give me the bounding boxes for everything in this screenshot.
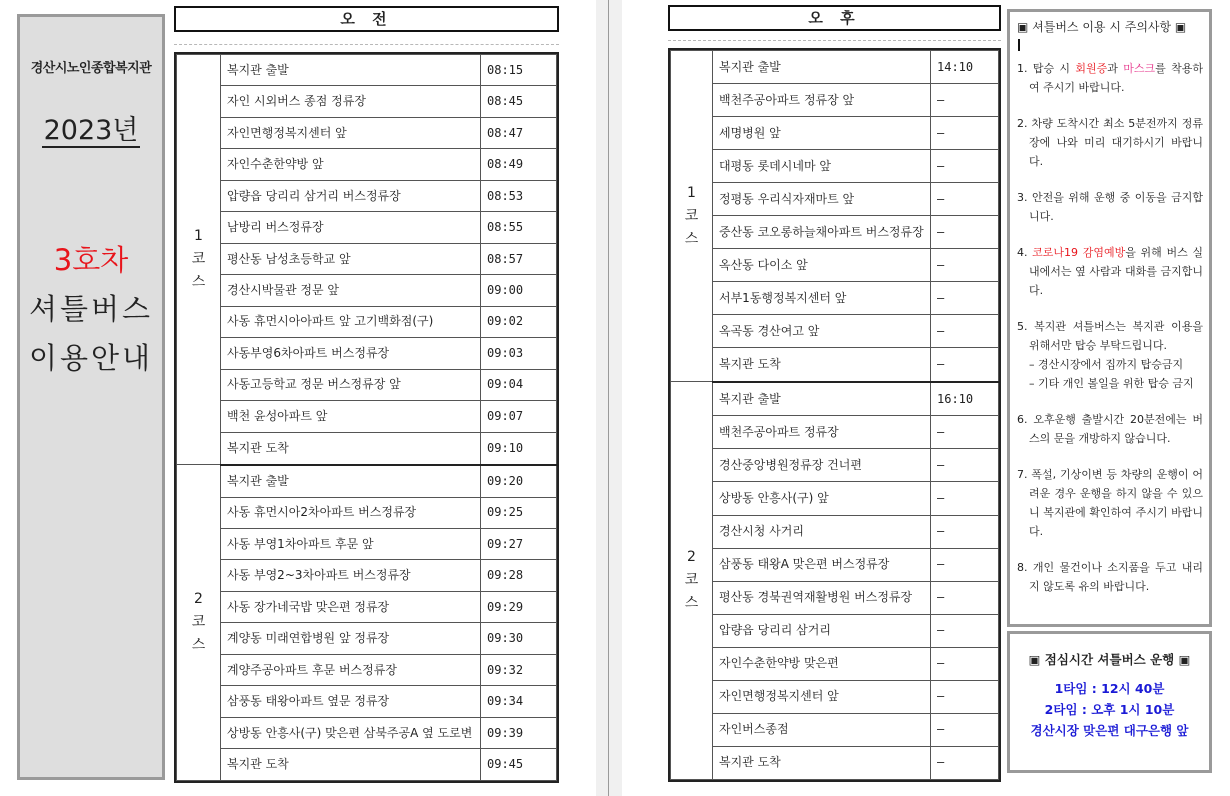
stop-name: 백천주공아파트 정류장 앞 xyxy=(713,84,931,117)
table-row xyxy=(671,482,999,515)
stop-time: – xyxy=(931,482,999,515)
stop-name: 복지관 출발 xyxy=(713,51,931,84)
stop-name: 서부1동행정복지센터 앞 xyxy=(713,282,931,315)
stop-time: – xyxy=(931,581,999,614)
stop-name: 자인수춘한약방 맞은편 xyxy=(713,647,931,680)
stop-name: 삼풍동 태왕A 맞은편 버스정류장 xyxy=(713,548,931,581)
table-row xyxy=(671,680,999,713)
morning-divider xyxy=(174,44,559,45)
text-cursor xyxy=(1018,39,1020,51)
stop-time: – xyxy=(931,713,999,746)
stop-name: 백천 윤성아파트 앞 xyxy=(221,401,481,432)
stop-name: 사동부영6차아파트 버스정류장 xyxy=(221,338,481,369)
stop-name: 사동 휴먼시아2차아파트 버스정류장 xyxy=(221,497,481,528)
notice-item-2: 2. 차량 도착시간 최소 5분전까지 정류장에 나와 미리 대기하시기 바랍니다. xyxy=(1017,117,1203,168)
afternoon-timetable xyxy=(668,48,1001,782)
stop-name: 자인면행정복지센터 앞 xyxy=(221,117,481,148)
table-row xyxy=(671,216,999,249)
table-row xyxy=(671,713,999,746)
table-row xyxy=(177,243,557,274)
course-label: 2 코 스 xyxy=(671,382,713,780)
notice-item-7: 7. 폭설, 기상이변 등 차량의 운행이 어려운 경우 운행을 하지 않을 수 있으니 복지관에 확인하여 주시기 바랍니다. xyxy=(1017,468,1203,538)
notice-panel xyxy=(1007,9,1212,627)
stop-time: 08:55 xyxy=(481,212,557,243)
lunch-title: ▣ 점심시간 셔틀버스 운행 ▣ xyxy=(1028,652,1191,667)
stop-name: 사동 부영1차아파트 후문 앞 xyxy=(221,529,481,560)
stop-time: – xyxy=(931,680,999,713)
table-row xyxy=(671,548,999,581)
stop-time: 08:15 xyxy=(481,55,557,86)
stop-time: – xyxy=(931,449,999,482)
table-row xyxy=(671,515,999,548)
table-row xyxy=(671,282,999,315)
table-row xyxy=(177,369,557,400)
stop-name: 복지관 도착 xyxy=(713,746,931,779)
stop-name: 복지관 도착 xyxy=(221,432,481,464)
notice-item-5: 5. 복지관 셔틀버스는 복지관 이용을 위해서만 탑승 부탁드립니다. – 경산시장에서 집까지 탑승금지 – 기타 개인 볼일을 위한 탑승 금지 xyxy=(1017,317,1203,393)
bus-number: 3호차 xyxy=(53,243,129,277)
stop-name: 중산동 코오롱하늘채아파트 버스정류장 xyxy=(713,216,931,249)
table-row xyxy=(671,348,999,382)
stop-name: 복지관 도착 xyxy=(221,749,481,781)
stop-name: 대평동 롯데시네마 앞 xyxy=(713,150,931,183)
stop-name: 자인 시외버스 종점 정류장 xyxy=(221,86,481,117)
table-row xyxy=(177,306,557,337)
stop-name: 정평동 우리식자재마트 앞 xyxy=(713,183,931,216)
stop-name: 사동 휴먼시아아파트 앞 고기백화점(구) xyxy=(221,306,481,337)
stop-name: 백천주공아파트 정류장 xyxy=(713,416,931,449)
lunch-place: 경산시장 맞은편 대구은행 앞 xyxy=(1030,723,1189,738)
stop-time: 09:25 xyxy=(481,497,557,528)
table-row xyxy=(671,614,999,647)
notice-item-6: 6. 오후운행 출발시간 20분전에는 버스의 문을 개방하지 않습니다. xyxy=(1017,413,1203,445)
table-row xyxy=(177,180,557,211)
course-label: 1 코 스 xyxy=(177,55,221,465)
table-row xyxy=(671,449,999,482)
stop-name: 사동고등학교 정문 버스정류장 앞 xyxy=(221,369,481,400)
stop-name: 자인버스종점 xyxy=(713,713,931,746)
stop-time: 09:34 xyxy=(481,686,557,717)
stop-time: 08:45 xyxy=(481,86,557,117)
table-row xyxy=(671,84,999,117)
table-row xyxy=(177,275,557,306)
notice-item-8: 8. 개인 물건이나 소지품을 두고 내리지 않도록 유의 바랍니다. xyxy=(1017,561,1203,593)
notice-title: ▣ 셔틀버스 이용 시 주의사항 ▣ xyxy=(1017,20,1187,34)
stop-name: 복지관 출발 xyxy=(713,382,931,416)
title-line-1: 셔틀버스 xyxy=(28,292,154,326)
stop-time: – xyxy=(931,249,999,282)
table-row xyxy=(177,55,557,86)
stop-time: – xyxy=(931,746,999,779)
table-row xyxy=(177,717,557,748)
stop-time: 16:10 xyxy=(931,382,999,416)
stop-time: 09:20 xyxy=(481,465,557,497)
notice-list xyxy=(1017,59,1203,596)
table-row xyxy=(177,529,557,560)
notice-item-1: 1. 탑승 시 회원증과 마스크를 착용하여 주시기 바랍니다. xyxy=(1017,62,1203,94)
page-divider xyxy=(608,0,609,796)
stop-time: 09:32 xyxy=(481,654,557,685)
stop-time: – xyxy=(931,348,999,382)
table-row xyxy=(177,749,557,781)
table-row xyxy=(177,117,557,148)
stop-time: 09:03 xyxy=(481,338,557,369)
stop-name: 경산시박물관 정문 앞 xyxy=(221,275,481,306)
stop-name: 삼풍동 태왕아파트 옆문 정류장 xyxy=(221,686,481,717)
stop-name: 사동 부영2~3차아파트 버스정류장 xyxy=(221,560,481,591)
stop-name: 옥산동 다이소 앞 xyxy=(713,249,931,282)
table-row xyxy=(177,623,557,654)
stop-name: 계양동 미래연합병원 앞 정류장 xyxy=(221,623,481,654)
stop-name: 경산중앙병원정류장 건너편 xyxy=(713,449,931,482)
table-row xyxy=(671,746,999,779)
stop-time: 08:53 xyxy=(481,180,557,211)
stop-name: 평산동 남성초등학교 앞 xyxy=(221,243,481,274)
stop-time: 09:02 xyxy=(481,306,557,337)
notice-item-4: 4. 코로나19 감염예방을 위해 버스 실내에서는 옆 사람과 대화를 금지합니다. xyxy=(1017,246,1203,297)
table-row xyxy=(671,416,999,449)
afternoon-divider xyxy=(668,40,1001,41)
year-label: 2023년 xyxy=(43,115,139,146)
table-row xyxy=(177,149,557,180)
table-row xyxy=(177,212,557,243)
stop-name: 복지관 출발 xyxy=(221,465,481,497)
title-line-2: 이용안내 xyxy=(28,341,154,375)
stop-time: – xyxy=(931,216,999,249)
notice-item-5a: – 경산시장에서 집까지 탑승금지 xyxy=(1029,358,1184,371)
stop-name: 옥곡동 경산여고 앞 xyxy=(713,315,931,348)
stop-time: – xyxy=(931,84,999,117)
stop-name: 경산시청 사거리 xyxy=(713,515,931,548)
stop-time: – xyxy=(931,548,999,581)
stop-name: 자인수춘한약방 앞 xyxy=(221,149,481,180)
stop-time: – xyxy=(931,315,999,348)
stop-time: 09:45 xyxy=(481,749,557,781)
stop-time: – xyxy=(931,515,999,548)
stop-time: 08:47 xyxy=(481,117,557,148)
stop-name: 상방동 안흥사(구) 앞 xyxy=(713,482,931,515)
page-gutter xyxy=(596,0,622,796)
stop-name: 계양주공아파트 후문 버스정류장 xyxy=(221,654,481,685)
table-row xyxy=(671,150,999,183)
title-panel xyxy=(17,14,165,780)
stop-name: 압량읍 당리리 삼거리 버스정류장 xyxy=(221,180,481,211)
stop-time: – xyxy=(931,647,999,680)
stop-time: – xyxy=(931,150,999,183)
table-row xyxy=(177,560,557,591)
stop-time: – xyxy=(931,117,999,150)
table-row xyxy=(177,338,557,369)
stop-time: 09:28 xyxy=(481,560,557,591)
stop-time: – xyxy=(931,614,999,647)
stop-time: 08:49 xyxy=(481,149,557,180)
table-row xyxy=(671,117,999,150)
lunch-time-1: 1타임 : 12시 40분 xyxy=(1054,681,1165,696)
table-row xyxy=(177,86,557,117)
table-row xyxy=(177,432,557,464)
table-row xyxy=(671,249,999,282)
table-row xyxy=(671,581,999,614)
stop-name: 복지관 도착 xyxy=(713,348,931,382)
table-row xyxy=(671,647,999,680)
lunch-shuttle-panel xyxy=(1007,631,1212,773)
stop-name: 세명병원 앞 xyxy=(713,117,931,150)
table-row xyxy=(177,401,557,432)
stop-time: – xyxy=(931,282,999,315)
morning-header: 오 전 xyxy=(174,6,559,32)
stop-time: 09:00 xyxy=(481,275,557,306)
stop-name: 압량읍 당리리 삼거리 xyxy=(713,614,931,647)
table-row xyxy=(671,315,999,348)
stop-time: 09:07 xyxy=(481,401,557,432)
stop-time: 09:10 xyxy=(481,432,557,464)
stop-time: – xyxy=(931,183,999,216)
stop-name: 사동 장가네국밥 맞은편 정류장 xyxy=(221,591,481,622)
stop-name: 복지관 출발 xyxy=(221,55,481,86)
stop-time: 08:57 xyxy=(481,243,557,274)
lunch-time-2: 2타임 : 오후 1시 10분 xyxy=(1044,702,1175,717)
stop-time: 09:30 xyxy=(481,623,557,654)
morning-timetable xyxy=(174,52,559,783)
organization-name: 경산시노인종합복지관 xyxy=(30,61,152,76)
table-row xyxy=(671,382,999,416)
table-row xyxy=(671,183,999,216)
table-row xyxy=(177,654,557,685)
table-row xyxy=(177,591,557,622)
notice-item-5b: – 기타 개인 볼일을 위한 탑승 금지 xyxy=(1029,377,1194,390)
stop-time: 09:27 xyxy=(481,529,557,560)
stop-time: 09:04 xyxy=(481,369,557,400)
course-label: 2 코 스 xyxy=(177,465,221,781)
notice-item-3: 3. 안전을 위해 운행 중 이동을 금지합니다. xyxy=(1017,191,1203,223)
table-row xyxy=(671,51,999,84)
stop-name: 평산동 경북권역재활병원 버스정류장 xyxy=(713,581,931,614)
table-row xyxy=(177,465,557,497)
stop-name: 자인면행정복지센터 앞 xyxy=(713,680,931,713)
stop-name: 상방동 안흥사(구) 맞은편 삼북주공A 옆 도로변 xyxy=(221,717,481,748)
stop-time: – xyxy=(931,416,999,449)
stop-name: 남방리 버스정류장 xyxy=(221,212,481,243)
course-label: 1 코 스 xyxy=(671,51,713,382)
stop-time: 14:10 xyxy=(931,51,999,84)
stop-time: 09:39 xyxy=(481,717,557,748)
table-row xyxy=(177,686,557,717)
stop-time: 09:29 xyxy=(481,591,557,622)
afternoon-header: 오 후 xyxy=(668,5,1001,31)
table-row xyxy=(177,497,557,528)
